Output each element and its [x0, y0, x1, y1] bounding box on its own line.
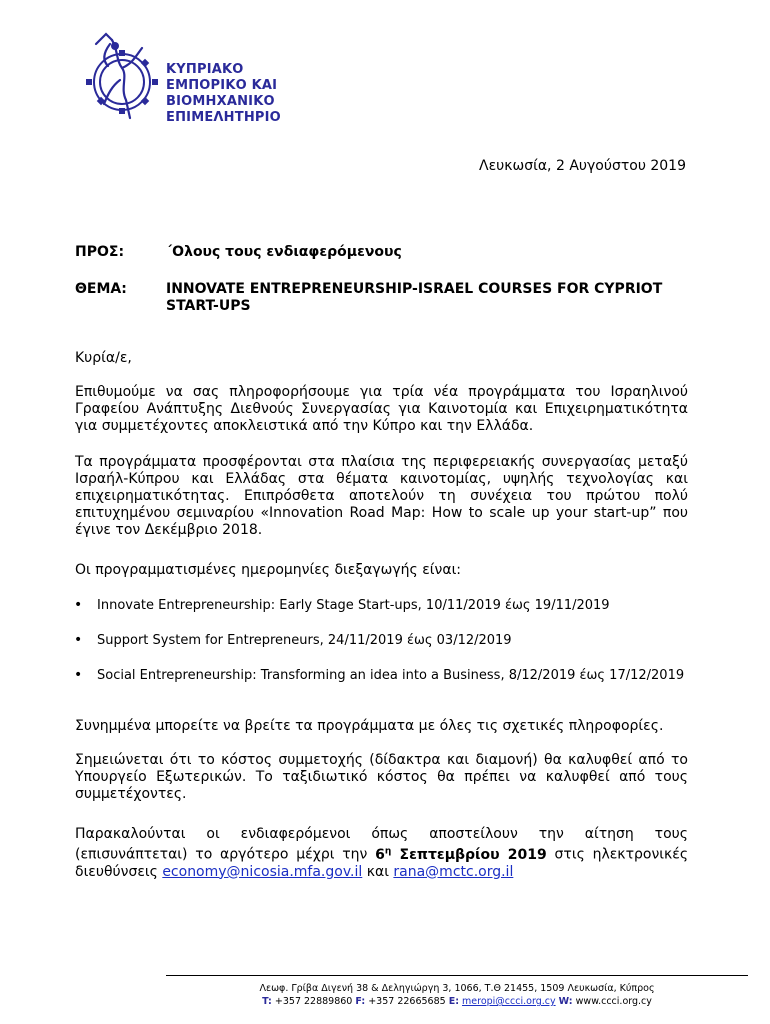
org-name-line-2: ΕΜΠΟΡΙΚΟ ΚΑΙ — [166, 78, 278, 93]
deadline-text: Παρακαλούνται οι ενδιαφερόμενοι όπως αποστείλουν την αίτηση τους (επισυνάπτεται) το αργότερο μέχρι την — [75, 826, 688, 863]
web-value: www.ccci.org.cy — [575, 996, 652, 1007]
greeting: Κυρία/ε, — [75, 350, 132, 366]
subject-value: INNOVATE ENTREPRENEURSHIP-ISRAEL COURSES FOR CYPRIOT START-UPS — [166, 281, 663, 314]
web-label: W: — [558, 996, 573, 1007]
phone-value: +357 22889860 — [274, 996, 353, 1007]
footer-email-link[interactable]: meropi@ccci.org.cy — [462, 996, 556, 1007]
deadline-mid-text: στις ηλεκτρονικές διευθύνσεις — [75, 846, 689, 880]
org-name-line-4: ΕΠΙΜΕΛΗΤΗΡΙΟ — [166, 110, 281, 125]
phone-label: T: — [262, 996, 272, 1007]
deadline-day-suffix: η — [384, 846, 392, 856]
paragraph-dates-intro: Οι προγραμματισμένες ημερομηνίες διεξαγωγής είναι: — [75, 562, 462, 578]
paragraph-costs: Σημειώνεται ότι το κόστος συμμετοχής (δίδακτρα και διαμονή) θα καλυφθεί από το Υπουργείο Εξωτερικών. Το ταξιδιωτικό κόστος θα πρέπει να καλυφθεί από τους συμμετέχοντες. — [75, 752, 688, 802]
bullet-icon: • — [74, 597, 83, 613]
paragraph-intro: Επιθυμούμε να σας πληροφορήσουμε για τρία νέα προγράμματα του Ισραηλινού Γραφείου Ανάπτυξης Διεθνούς Συνεργασίας για Καινοτομία και Επιχειρηματικότητα για συμμετέχοντες αποκλειστικά από την Κύπρο και την Ελλάδα. — [75, 384, 688, 434]
conjunction-text: και — [366, 863, 389, 880]
footer-contacts — [166, 995, 748, 1008]
deadline-month: Σεπτεμβρίου 2019 — [399, 846, 547, 863]
org-name-line-3: ΒΙΟΜΗΧΑΝΙΚΟ — [166, 94, 275, 109]
footer-address: Λεωφ. Γρίβα Διγενή 38 & Δεληγιώργη 3, 1066, Τ.Θ 21455, 1509 Λευκωσία, Κύπρος — [259, 983, 655, 994]
email-label: E: — [448, 996, 459, 1007]
list-item: Innovate Entrepreneurship: Early Stage Start-ups, 10/11/2019 έως 19/11/2019 — [97, 598, 610, 613]
fax-value: +357 22665685 — [368, 996, 446, 1007]
paragraph-attachments: Συνημμένα μπορείτε να βρείτε τα προγράμματα με όλες τις σχετικές πληροφορίες. — [75, 718, 664, 734]
subject-label: ΘΕΜΑ: — [75, 281, 127, 297]
bullet-icon: • — [74, 667, 83, 683]
paragraph-deadline — [75, 826, 688, 881]
footer-divider — [166, 975, 748, 976]
list-item: Social Entrepreneurship: Transforming an idea into a Business, 8/12/2019 έως 17/12/2019 — [97, 668, 685, 683]
org-name-line-1: ΚΥΠΡΙΑΚΟ — [166, 62, 244, 77]
list-item: Support System for Entrepreneurs, 24/11/2019 έως 03/12/2019 — [97, 633, 512, 648]
letter-date: Λευκωσία, 2 Αυγούστου 2019 — [479, 158, 686, 174]
email-link-rana[interactable]: rana@mctc.org.il — [393, 863, 514, 880]
chamber-logo-icon — [82, 30, 160, 126]
email-link-economy[interactable]: economy@nicosia.mfa.gov.il — [162, 863, 363, 880]
bullet-icon: • — [74, 632, 83, 648]
fax-label: F: — [355, 996, 366, 1007]
paragraph-context: Τα προγράμματα προσφέρονται στα πλαίσια της περιφερειακής συνεργασίας μεταξύ Ισραήλ-Κύπρου και Ελλάδας στα θέματα καινοτομίας, υψηλής τεχνολογίας και επιχειρηματικότητας. Επιπρόσθετα αποτελούν τη συνέχεια του πρώτου πολύ επιτυχημένου σεμιναρίου «Innovation Road Map: How to scale up your start-up” που έγινε τον Δεκέμβριο 2018. — [75, 454, 688, 538]
deadline-day: 6 — [375, 846, 385, 863]
to-label: ΠΡΟΣ: — [75, 244, 125, 260]
to-value: ΄Ολους τους ενδιαφερόμενους — [166, 244, 402, 260]
